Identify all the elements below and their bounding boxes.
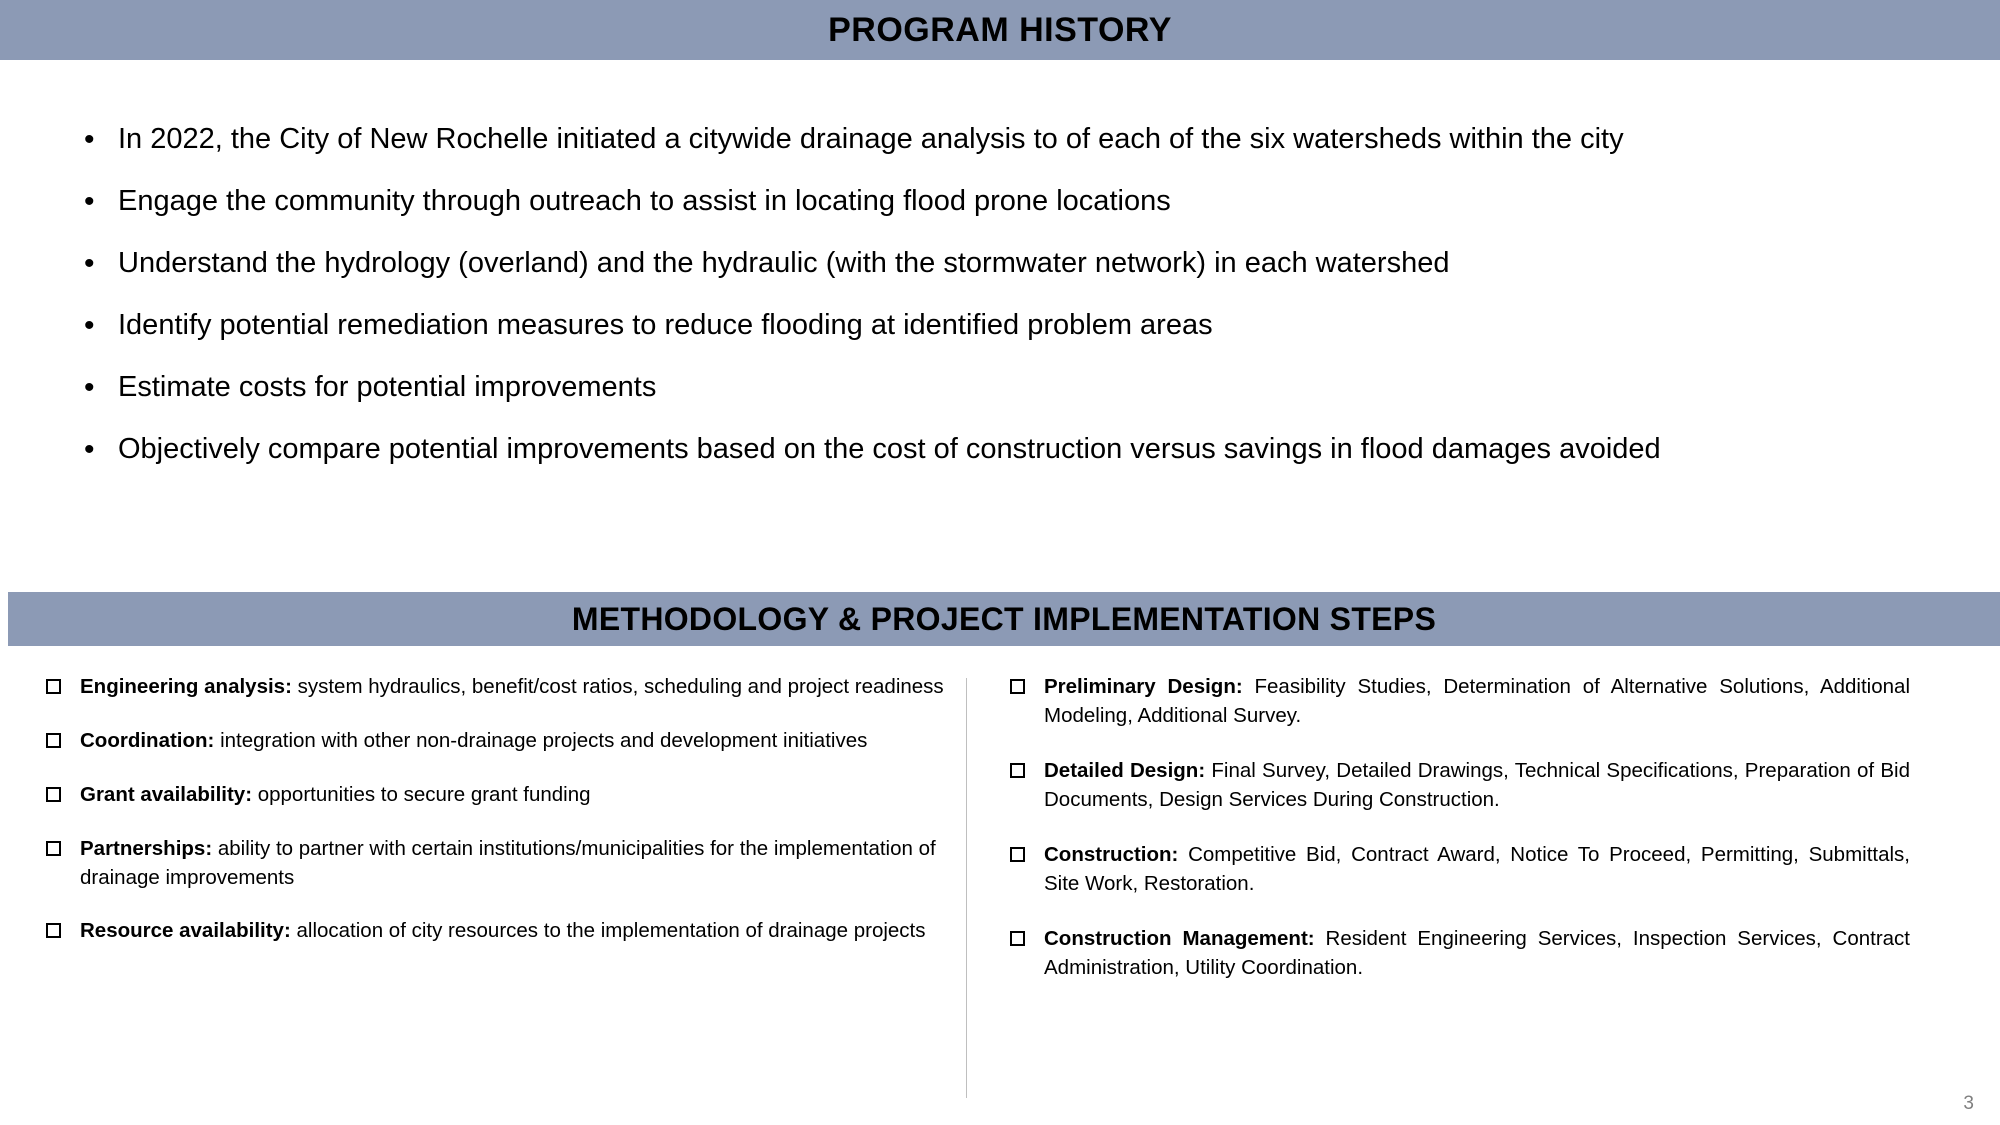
- list-item-body: integration with other non-drainage projects and development initiatives: [214, 729, 868, 752]
- bullet-icon: •: [84, 123, 95, 156]
- checkbox-icon: [46, 672, 80, 702]
- bullet-icon: •: [84, 309, 95, 342]
- methodology-left-column: [46, 672, 966, 970]
- list-item-lead: Detailed Design:: [1044, 759, 1206, 782]
- list-item-text: [1044, 756, 1910, 814]
- bullet-text: In 2022, the City of New Rochelle initiated a citywide drainage analysis to of each of the six watersheds within the city: [118, 123, 1624, 155]
- list-item: [46, 672, 966, 702]
- methodology-right-column: [1010, 672, 1910, 1008]
- list-item-body: Final Survey, Detailed Drawings, Technical Specifications, Preparation of Bid Documents, Design Services During Construction.: [1044, 759, 1910, 811]
- list-item-body: opportunities to secure grant funding: [252, 783, 591, 806]
- bullet-icon: •: [84, 433, 95, 466]
- list-item: [1010, 924, 1910, 982]
- list-item: [84, 308, 1914, 344]
- checkbox-icon: [1010, 756, 1044, 786]
- list-item-text: [1044, 672, 1910, 730]
- list-item-lead: Preliminary Design:: [1044, 675, 1243, 698]
- list-item: [46, 726, 966, 756]
- list-item-body: Competitive Bid, Contract Award, Notice To Proceed, Permitting, Submittals, Site Work, Restoration.: [1044, 843, 1910, 895]
- bullet-text: Estimate costs for potential improvements: [118, 371, 657, 403]
- list-item: [84, 184, 1914, 220]
- list-item-text: [1044, 840, 1910, 898]
- list-item: [84, 432, 1914, 468]
- bullet-text: Identify potential remediation measures to reduce flooding at identified problem areas: [118, 309, 1213, 341]
- program-history-bullet-list: [84, 122, 1914, 494]
- list-item-lead: Construction Management:: [1044, 927, 1315, 950]
- list-item: [1010, 672, 1910, 730]
- list-item: [1010, 840, 1910, 898]
- methodology-banner: [8, 592, 2000, 646]
- list-item: [46, 916, 966, 946]
- checkbox-icon: [1010, 672, 1044, 702]
- bullet-text: Objectively compare potential improvements based on the cost of construction versus savings in flood damages avoided: [118, 433, 1661, 465]
- bullet-icon: •: [84, 371, 95, 404]
- list-item-lead: Partnerships:: [80, 837, 213, 860]
- list-item-lead: Engineering analysis:: [80, 675, 292, 698]
- list-item-body: ability to partner with certain institutions/municipalities for the implementation of drainage improvements: [80, 837, 936, 889]
- bullet-icon: •: [84, 247, 95, 280]
- list-item-text: [80, 780, 591, 809]
- list-item-body: Resident Engineering Services, Inspection Services, Contract Administration, Utility Coordination.: [1044, 927, 1911, 979]
- list-item-text: [80, 834, 966, 892]
- checkbox-icon: [46, 780, 80, 810]
- list-item-lead: Grant availability:: [80, 783, 253, 806]
- slide-number: 3: [1963, 1093, 1974, 1114]
- list-item-lead: Construction:: [1044, 843, 1179, 866]
- list-item: [84, 370, 1914, 406]
- list-item: [46, 834, 966, 892]
- list-item-text: [1044, 924, 1910, 982]
- list-item-body: system hydraulics, benefit/cost ratios, scheduling and project readiness: [291, 675, 944, 698]
- list-item-body: Feasibility Studies, Determination of Alternative Solutions, Additional Modeling, Additional Survey.: [1044, 675, 1910, 727]
- program-history-banner: [0, 0, 2000, 60]
- methodology-columns: [0, 672, 2000, 1102]
- checkbox-icon: [1010, 924, 1044, 954]
- checkbox-icon: [1010, 840, 1044, 870]
- checkbox-icon: [46, 834, 80, 864]
- list-item: [84, 246, 1914, 282]
- list-item: [1010, 756, 1910, 814]
- list-item-text: [80, 672, 944, 701]
- checkbox-icon: [46, 726, 80, 756]
- list-item-lead: Coordination:: [80, 729, 215, 752]
- bullet-icon: •: [84, 185, 95, 218]
- list-item: [84, 122, 1914, 158]
- list-item-lead: Resource availability:: [80, 919, 291, 942]
- methodology-title: METHODOLOGY & PROJECT IMPLEMENTATION STEPS: [571, 600, 1437, 637]
- checkbox-icon: [46, 916, 80, 946]
- list-item: [46, 780, 966, 810]
- bullet-text: Understand the hydrology (overland) and the hydraulic (with the stormwater network) in each watershed: [118, 247, 1450, 279]
- list-item-text: [80, 726, 867, 755]
- list-item-body: allocation of city resources to the implementation of drainage projects: [290, 919, 926, 942]
- program-history-title: PROGRAM HISTORY: [828, 10, 1172, 49]
- list-item-text: [80, 916, 926, 945]
- bullet-text: Engage the community through outreach to assist in locating flood prone locations: [118, 185, 1171, 217]
